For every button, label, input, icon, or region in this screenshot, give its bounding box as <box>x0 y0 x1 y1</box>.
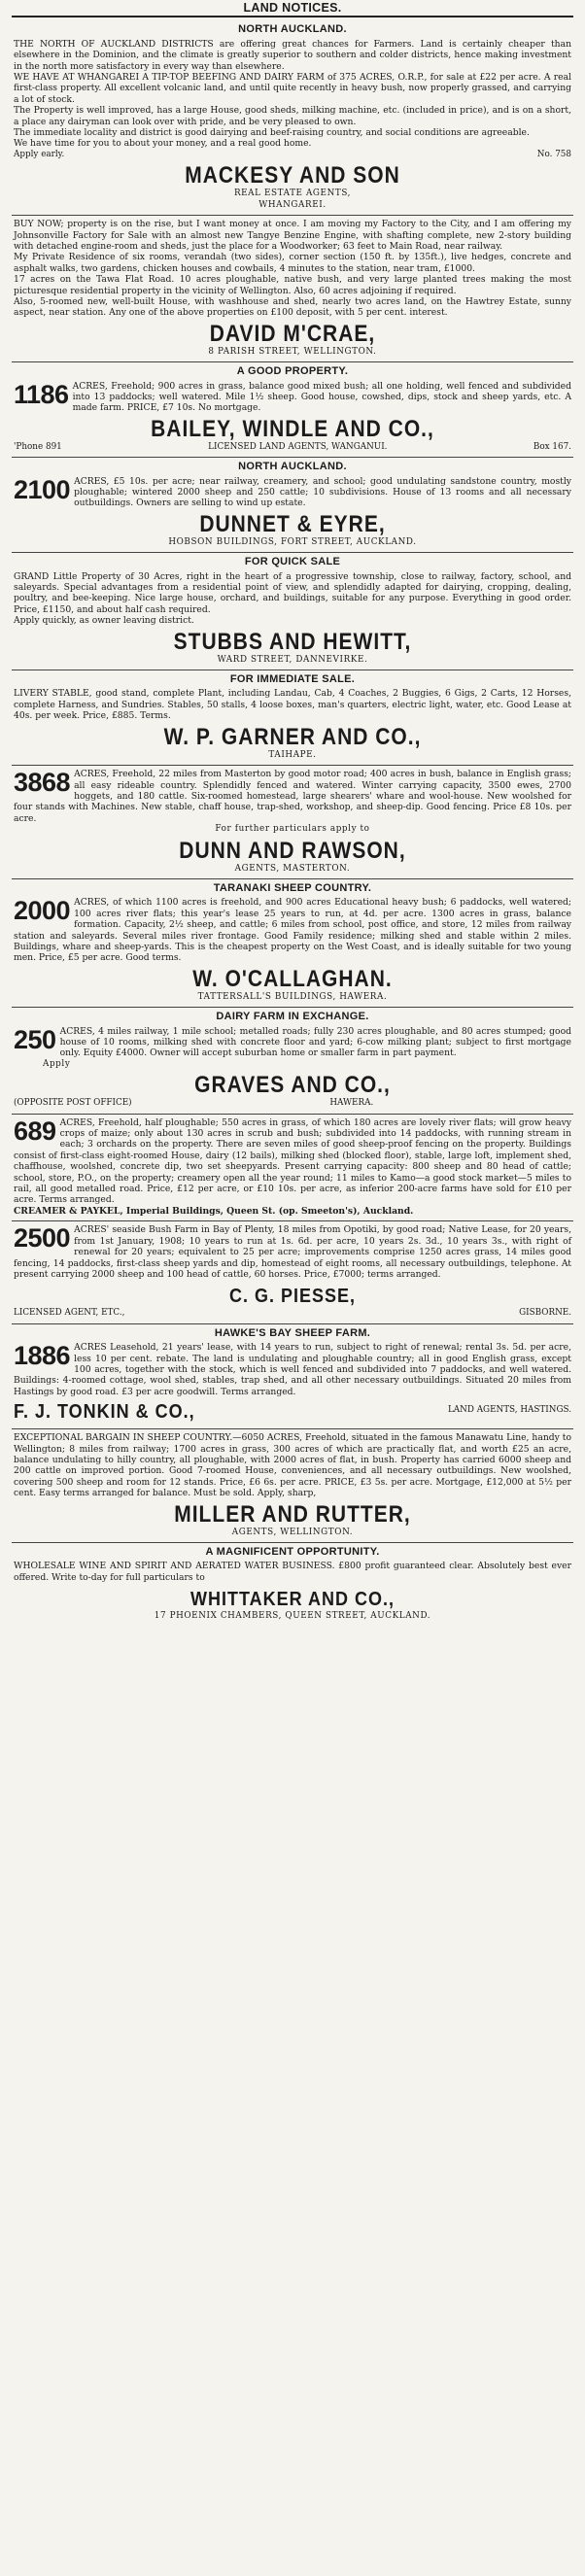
ad-tonkin <box>12 1324 573 1429</box>
ad-acreage: 689 <box>14 1116 56 1146</box>
ad-paragraph: ACRES, Freehold, half ploughable; 550 acres in grass, of which 180 acres are lovely river flats; will grow heavy crops of maize; only about 130 acres in scrub and bush; subdivided into 14 paddocks, with running stream in each; 3 orchards on the property. There are seven miles of good sheep-proof fencing on the property. Buildings consist of first-class eight-roomed House, dairy (12 bails), milking shed (blocked floor), stable, large loft, implement shed, chaffhouse, woolshed, concrete dip, two set sheepyards. Present carrying capacity: 800 sheep and 80 head of cattle; school, store, P.O., on the property; creamery open all the year round; 11 miles to Kamo—a good stock market—5 miles to rail, all good metalled road. Price, £12 per acre, or £10 10s. per acre, as inferior 200-acre farms have sold for £10 per acre. Terms arranged. <box>14 1116 571 1206</box>
ad-paragraph: The Property is well improved, has a large House, good sheds, milking machine, etc. (included in price), and is on a short, a place any dairyman can look over with pride, and be very pleased to own. <box>14 105 571 127</box>
ad-mcrae <box>12 216 573 362</box>
ad-firm: DUNNET & EYRE, <box>199 511 386 537</box>
ad-apply: For further particulars apply to <box>215 824 370 835</box>
ad-sub: 8 PARISH STREET, WELLINGTON. <box>208 346 377 357</box>
ad-sub: HAWERA. <box>329 1098 374 1109</box>
ad-graves <box>12 1008 573 1114</box>
ad-paragraph: WHOLESALE WINE AND SPIRIT AND AERATED WATER BUSINESS. £800 profit guaranteed clear. Absolutely best ever offered. Write to-day for full particulars to <box>14 1561 571 1583</box>
ad-paragraph: 17 acres on the Tawa Flat Road. 10 acres ploughable, native bush, and very large planted trees making the most picturesque residential property in the vicinity of Wellington. Also, 60 acres adjoining if required. <box>14 274 571 296</box>
ad-firm: MILLER AND RUTTER, <box>174 1500 411 1528</box>
ad-paragraph: ACRES, of which 1100 acres is freehold, and 900 acres Educational heavy bush; 6 paddocks, well watered; 100 acres river flats; this year's lease 25 years to run, at 4d. per acre. 1300 acres in grass, balance formation. Capacity, 2½ sheep, and cattle; 6 miles from school, post office, and store, 12 miles from railway station and saleyards. Several miles river frontage. Good Family residence; milking shed and stable within 2 miles. Buildings, whare and sheep-yards. This is the cheapest property on the West Coast, and is ideally suitable for two young men. Price, £5 per acre. Good terms. <box>14 897 571 964</box>
ad-firm: DUNN AND RAWSON, <box>179 837 406 864</box>
ad-whittaker <box>12 1543 573 1627</box>
ad-heading: DAIRY FARM IN EXCHANGE. <box>216 1011 369 1023</box>
ad-sub: LICENSED LAND AGENTS, WANGANUI. <box>208 441 388 452</box>
ad-sub: 17 PHOENIX CHAMBERS, QUEEN STREET, AUCKLAND. <box>154 1611 431 1622</box>
ad-heading: A MAGNIFICENT OPPORTUNITY. <box>205 1546 380 1558</box>
ad-firm: GRAVES AND CO., <box>194 1072 391 1098</box>
ad-firm: BAILEY, WINDLE AND CO., <box>151 415 434 442</box>
ad-heading: FOR IMMEDIATE SALE. <box>229 673 356 686</box>
ad-heading: HAWKE'S BAY SHEEP FARM. <box>214 1326 371 1339</box>
ad-sub-left: LICENSED AGENT, ETC., <box>14 1308 125 1319</box>
ad-phone: 'Phone 891 <box>14 441 62 452</box>
ad-sub: REAL ESTATE AGENTS, <box>233 189 352 199</box>
ad-acreage: 1886 <box>14 1341 71 1371</box>
ad-acreage: 1186 <box>14 379 69 409</box>
ad-heading: NORTH AUCKLAND. <box>238 461 347 473</box>
ad-sub2: WHANGAREI. <box>258 199 327 210</box>
ad-firm: W. P. GARNER AND CO., <box>163 723 422 750</box>
ad-sub: AGENTS, WELLINGTON. <box>231 1527 354 1537</box>
ad-firm-line: CREAMER & PAYKEL, Imperial Buildings, Queen St. (op. Smeeton's), Auckland. <box>14 1205 414 1217</box>
ad-paragraph: The immediate locality and district is good dairying and beef-raising country, and social conditions are agreeable. <box>14 127 530 139</box>
ad-sub: GISBORNE. <box>519 1308 571 1319</box>
ad-paragraph: Also, 5-roomed new, well-built House, with washhouse and shed, nearly two acres land, on the Hawtrey Estate, sunny aspect, near station. Any one of the above properties on £100 deposit, with 5 per cent. interest. <box>14 295 571 319</box>
ad-ocallaghan <box>12 879 573 1008</box>
ad-acreage: 3868 <box>14 768 71 798</box>
ad-paragraph: Apply quickly, as owner leaving district. <box>14 615 194 627</box>
ad-ref: No. 758 <box>536 149 571 159</box>
ad-apply: Apply <box>43 1058 71 1069</box>
ad-firm: W. O'CALLAGHAN. <box>192 965 393 992</box>
ad-sub-left: (OPPOSITE POST OFFICE) <box>14 1098 132 1109</box>
ad-paragraph: ACRES' seaside Bush Farm in Bay of Plenty, 18 miles from Opotiki, by good road; Native Lease, for 20 years, from 1st January, 1908; 10 years to run at 1s. 6d. per acre, 10 years 2s. 3d., 10 years 3s., with right of renewal for 20 years; equivalent to 25 per acre; improvements comprise 1250 acres grass, 14 miles good fencing, 14 paddocks, first-class sheep yards and dip, homestead of eight rooms, all necessary outbuildings, telephone. At present carrying 2000 sheep and 100 head of cattle, 60 horses. Price, £7000; terms arranged. <box>14 1224 571 1280</box>
ad-garner <box>12 670 573 766</box>
ad-paragraph: My Private Residence of six rooms, verandah (two sides), corner section (150 ft. by 135ft.), live hedges, concrete and asphalt walks, two gardens, chicken houses and cowbails, 4 minutes to the station, near tram, £1000. <box>14 252 571 274</box>
ad-paragraph: GRAND Little Property of 30 Acres, right in the heart of a progressive township, close to railway, factory, school, and saleyards. Special advantages from a residential point of view, and splendidly adapted for dairying, cropping, dealing, poultry, and bee-keeping. Nice large house, orchard, and buildings, suitable for any purpose. Everything in good order. Price, £1150, and about half cash required. <box>14 570 571 615</box>
ad-mackesy <box>12 20 573 216</box>
ad-firm: WHITTAKER AND CO., <box>190 1587 395 1610</box>
ad-firm: DAVID M'CRAE, <box>209 320 376 347</box>
ad-apply: Apply early. <box>14 149 65 159</box>
ad-dunn-rawson <box>12 766 573 879</box>
ad-paragraph: THE NORTH OF AUCKLAND DISTRICTS are offering great chances for Farmers. Land is certainly cheaper than elsewhere in the Dominion, and the climate is greatly superior to southern and colder districts, hence making investment in the north more satisfactory in every way than elsewhere. <box>14 38 571 72</box>
ad-sub: AGENTS, MASTERTON. <box>234 863 351 874</box>
ad-sub: WARD STREET, DANNEVIRKE. <box>217 654 368 665</box>
ad-dunnet-eyre <box>12 458 573 553</box>
ad-firm: MACKESY AND SON <box>185 162 400 189</box>
ad-firm: STUBBS AND HEWITT, <box>173 628 412 655</box>
ad-acreage: 2000 <box>14 896 71 926</box>
page-header: LAND NOTICES. <box>12 3 573 17</box>
ad-sub: TAIHAPE. <box>268 749 317 760</box>
ad-paragraph: ACRES, Freehold; 900 acres in grass, balance good mixed bush; all one holding, well fenced and subdivided into 13 paddocks; well watered. Mile 1½ sheep. Good house, cowshed, dips, stock and sheep yards, etc. A made farm. PRICE, £7 10s. No mortgage. <box>72 380 571 414</box>
ad-paragraph: ACRES, 4 miles railway, 1 mile school; metalled roads; fully 230 acres ploughable, and 80 acres stumped; good house of 10 rooms, milking shed with concrete floor and yard; 6-cow milking plant; subject to first mortgage only. Equity £4000. Owner will accept suburban home or smaller farm in part payment. <box>59 1025 571 1059</box>
ad-miller-rutter <box>12 1429 573 1543</box>
ad-heading: TARANAKI SHEEP COUNTRY. <box>213 881 372 894</box>
ad-heading: NORTH AUCKLAND. <box>238 23 347 36</box>
ad-sub: TATTERSALL'S BUILDINGS, HAWERA. <box>197 991 388 1002</box>
ad-firm: F. J. TONKIN & CO., <box>14 1399 195 1423</box>
ad-paragraph: LIVERY STABLE, good stand, complete Plant, including Landau, Cab, 4 Coaches, 2 Buggies, 6 Gigs, 2 Carts, 12 Horses, complete Harness, and Sundries. Stables, 50 stalls, 4 loose boxes, man's quarters, electric light, water, etc. Good Lease at 40s. per week. Price, £885. Terms. <box>14 688 571 722</box>
ad-paragraph: ACRES, £5 10s. per acre; near railway, creamery, and school; good undulating sandstone country, mostly ploughable; wintered 2000 sheep and 250 cattle; 10 subdivisions. House of 13 rooms and all necessary outbuildings. Owners are selling to wind up estate. <box>74 475 571 509</box>
ad-paragraph: ACRES Leasehold, 21 years' lease, with 14 years to run, subject to right of renewal; rental 3s. 5d. per acre, less 10 per cent. rebate. The land is undulating and ploughable country; all in good English grass, except 100 acres, together with the stock, which is well fenced and subdivided into 7 paddocks, and well watered. Buildings: 4-roomed cottage, wool shed, stables, trap shed, and all other necessary outbuildings. Situated 20 miles from Hastings by good road. £3 per acre goodwill. Terms arranged. <box>14 1342 571 1397</box>
ad-box: Box 167. <box>533 441 571 452</box>
ad-creamer-paykel <box>12 1115 573 1222</box>
ad-paragraph: EXCEPTIONAL BARGAIN IN SHEEP COUNTRY.—6050 ACRES, Freehold, situated in the famous Manawatu Line, handy to Wellington; 8 miles from railway; 1700 acres in grass, 300 acres of which are practically flat, and worth £25 an acre, balance undulating to hilly country, all ploughable, with 2000 acres of flat, in bush. Property has carried 6000 sheep and 200 cattle on improved portion. Good 7-roomed House, conveniences, and all necessary outbuildings. New woolshed, covering 500 sheep and room for 12 stands. Price, £6 6s. per acre. PRICE, £3 5s. per acre. Mortgage, £12,000 at 5½ per cent. Easy terms arranged for balance. Must be sold. Apply, sharp, <box>14 1432 571 1499</box>
newspaper-page <box>12 0 573 2574</box>
ad-heading: FOR QUICK SALE <box>244 556 341 568</box>
ad-paragraph: BUY NOW; property is on the rise, but I want money at once. I am moving my Factory to the City, and I am offering my Johnsonville Factory for Sale with an almost new Tangye Benzine Engine, with shafting complete, new 2-story building with detached engine-room and sheds, just the place for a Woodworker; 63 feet to Main Road, near railway. <box>14 219 571 252</box>
ad-firm: C. G. PIESSE, <box>228 1284 357 1307</box>
ad-heading: A GOOD PROPERTY. <box>236 365 349 378</box>
ad-acreage: 2500 <box>14 1223 71 1254</box>
ad-sub: LAND AGENTS, HASTINGS. <box>447 1405 571 1416</box>
ad-paragraph: We have time for you to about your money, and a real good home. <box>14 138 312 150</box>
ad-sub: HOBSON BUILDINGS, FORT STREET, AUCKLAND. <box>168 536 417 547</box>
ad-acreage: 2100 <box>14 474 71 504</box>
ad-piesse <box>12 1221 573 1323</box>
ad-paragraph: WE HAVE AT WHANGAREI A TIP-TOP BEEFING AND DAIRY FARM of 375 ACRES, O.R.P., for sale at £22 per acre. A real first-class property. All excellent volcanic land, and until quite recently in heavy bush, now properly grassed, and carrying a lot of stock. <box>14 72 571 105</box>
ad-bailey-windle <box>12 362 573 458</box>
ad-paragraph: ACRES, Freehold, 22 miles from Masterton by good motor road; 400 acres in bush, balance in English grass; all easy rideable country. Splendidly fenced and watered. Winter carrying capacity, 3500 ewes, 2700 hoggets, and 180 cattle. Six-roomed homestead, large shearers' whare and wool-house. New woolshed for four stands with Machines. New stable, chaff house, trap-shed, workshop, and sheep-dip. Good fencing. Price £8 10s. per acre. <box>14 769 571 824</box>
ad-acreage: 250 <box>14 1024 56 1054</box>
ad-stubbs-hewitt <box>12 553 573 670</box>
